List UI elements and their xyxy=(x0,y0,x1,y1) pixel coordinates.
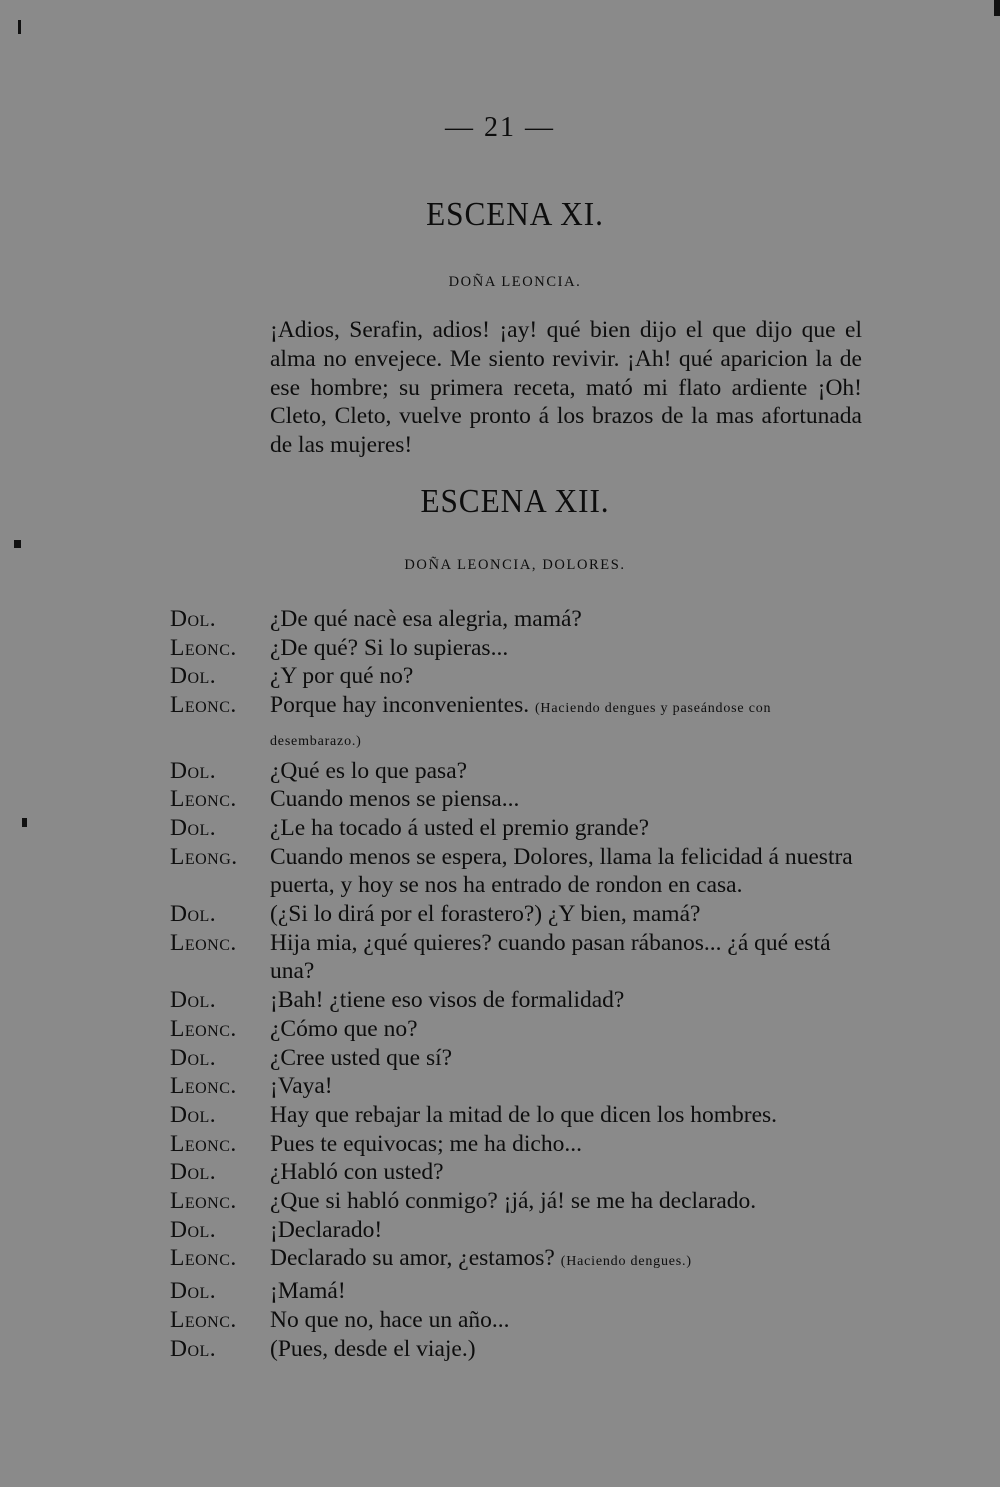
page-number: — 21 — xyxy=(445,112,555,143)
dialogue-line xyxy=(170,785,870,814)
dialogue-line xyxy=(170,814,870,843)
dialogue-text xyxy=(270,1244,866,1277)
speaker-name: Dol. xyxy=(170,1335,217,1362)
dialogue-text xyxy=(270,1335,866,1364)
scene-xii-characters: DOÑA LEONCIA, DOLORES. xyxy=(404,557,626,573)
dialogue-line xyxy=(170,1130,870,1159)
dialogue-text xyxy=(270,1306,866,1335)
dialogue-text xyxy=(270,1216,866,1245)
spoken-text: ¿Cree usted que sí? xyxy=(270,1044,453,1071)
spoken-text: ¿Le ha tocado á usted el premio grande? xyxy=(270,814,650,841)
spoken-text: No que no, hace un año... xyxy=(270,1306,510,1333)
dialogue-text xyxy=(270,757,866,786)
spoken-text: (¿Si lo dirá por el forastero?) ¿Y bien, mamá? xyxy=(270,901,701,928)
spoken-text: ¿De qué? Si lo supieras... xyxy=(270,634,509,661)
dialogue-text xyxy=(270,1044,866,1073)
speaker-name: Leonc. xyxy=(170,1245,237,1272)
speaker-name: Dol. xyxy=(170,901,217,928)
dialogue-line xyxy=(170,1306,870,1335)
spoken-text: Hay que rebajar la mitad de lo que dicen los hombres. xyxy=(270,1101,778,1128)
speaker-name: Dol. xyxy=(170,1159,217,1186)
scene-xi-characters: DOÑA LEONCIA. xyxy=(448,274,582,290)
dialogue-line xyxy=(170,1244,870,1277)
speaker-name: Dol. xyxy=(170,814,217,841)
speaker-name: Leonc. xyxy=(170,1306,237,1333)
speaker-name: Dol. xyxy=(170,1044,217,1071)
dialogue-line xyxy=(170,1335,870,1364)
speaker-name: Leonc. xyxy=(170,786,237,813)
spoken-text: ¿Y por qué no? xyxy=(270,663,414,690)
spoken-text: ¿Qué es lo que pasa? xyxy=(270,757,468,784)
speaker-name: Leonc. xyxy=(170,929,237,956)
scene-xi-monologue: ¡Adios, Serafin, adios! ¡ay! qué bien dijo el que dijo que el alma no envejece. Me siento revivir. ¡Ah! qué aparicion la de ese hombre; su primera receta, mató mi flato ardiente ¡Oh! Cleto, Cleto, vuelve pronto á los brazos de la mas afortunada de las mujeres! xyxy=(270,317,862,459)
dialogue-text xyxy=(270,929,866,986)
speaker-name: Leong. xyxy=(170,843,238,870)
dialogue-line xyxy=(170,986,870,1015)
speaker-name: Dol. xyxy=(170,606,217,632)
spoken-text: Cuando menos se piensa... xyxy=(270,786,520,813)
speaker-name: Leonc. xyxy=(170,1015,237,1042)
dialogue-text xyxy=(270,814,866,843)
dialogue-text xyxy=(270,843,866,900)
dialogue-line xyxy=(170,634,870,663)
dialogue-line xyxy=(170,900,870,929)
dialogue-text xyxy=(270,1158,866,1187)
speaker-name: Dol. xyxy=(170,663,217,690)
dialogue-line xyxy=(170,1277,870,1306)
speaker-name: Leonc. xyxy=(170,692,237,719)
dialogue-text xyxy=(270,1187,866,1216)
speaker-name: Dol. xyxy=(170,987,217,1014)
spoken-text: ¡Vaya! xyxy=(270,1073,333,1100)
scene-xii-title: ESCENA XII. xyxy=(420,483,610,520)
dialogue-line xyxy=(170,1044,870,1073)
scan-speck xyxy=(22,818,27,827)
dialogue-text xyxy=(270,785,866,814)
dialogue-text xyxy=(270,1277,866,1306)
spoken-text: ¡Bah! ¿tiene eso visos de formalidad? xyxy=(270,987,625,1014)
dialogue-line xyxy=(170,1101,870,1130)
dialogue-line xyxy=(170,843,870,900)
dialogue-line xyxy=(170,1015,870,1044)
dialogue-line xyxy=(170,605,870,634)
speaker-name: Dol. xyxy=(170,1216,217,1243)
spoken-text: Declarado su amor, ¿estamos? xyxy=(270,1245,555,1272)
scan-speck xyxy=(994,0,1000,16)
dialogue-text xyxy=(270,900,866,929)
spoken-text: ¿De qué nacè esa alegria, mamá? xyxy=(270,606,582,632)
speaker-name: Leonc. xyxy=(170,1188,237,1215)
spoken-text: Cuando menos se espera, Dolores, llama la felicidad á nuestra puerta, y hoy se nos ha entrado de rondon en casa. xyxy=(270,843,853,899)
spoken-text: Porque hay inconvenientes. xyxy=(270,692,530,719)
spoken-text: ¿Que si habló conmigo? ¡já, já! se me ha declarado. xyxy=(270,1188,757,1215)
spoken-text: Hija mia, ¿qué quieres? cuando pasan rábanos... ¿á qué está una? xyxy=(270,929,831,985)
speaker-name: Dol. xyxy=(170,757,217,784)
dialogue-line xyxy=(170,1187,870,1216)
speaker-name: Leonc. xyxy=(170,1073,237,1100)
spoken-text: ¿Habló con usted? xyxy=(270,1159,444,1186)
spoken-text: ¡Mamá! xyxy=(270,1278,346,1305)
stage-direction: (Haciendo dengues.) xyxy=(560,1254,692,1270)
dialogue-line xyxy=(170,929,870,986)
scene-xi-title: ESCENA XI. xyxy=(426,196,604,233)
dialogue-text xyxy=(270,691,866,756)
dialogue-line xyxy=(170,757,870,786)
dialogue-text xyxy=(270,1015,866,1044)
dialogue-text xyxy=(270,605,866,634)
scan-speck xyxy=(18,20,21,34)
dialogue-text xyxy=(270,986,866,1015)
dialogue-line xyxy=(170,691,870,756)
speaker-name: Leonc. xyxy=(170,634,237,661)
dialogue-text xyxy=(270,1130,866,1159)
stage-direction: (Haciendo dengues y paseándose con desembarazo.) xyxy=(270,701,772,749)
dialogue-line xyxy=(170,1072,870,1101)
dialogue-text xyxy=(270,634,866,663)
speaker-name: Leonc. xyxy=(170,1130,237,1157)
dialogue-text xyxy=(270,662,866,691)
dialogue-line xyxy=(170,662,870,691)
spoken-text: (Pues, desde el viaje.) xyxy=(270,1335,476,1362)
spoken-text: Pues te equivocas; me ha dicho... xyxy=(270,1130,582,1157)
dialogue-text xyxy=(270,1101,866,1130)
dialogue-text xyxy=(270,1072,866,1101)
speaker-name: Dol. xyxy=(170,1101,217,1128)
speaker-name: Dol. xyxy=(170,1278,217,1305)
dialogue xyxy=(170,605,870,1363)
scan-speck xyxy=(14,540,21,548)
spoken-text: ¿Cómo que no? xyxy=(270,1015,418,1042)
spoken-text: ¡Declarado! xyxy=(270,1216,383,1243)
dialogue-line xyxy=(170,1216,870,1245)
dialogue-line xyxy=(170,1158,870,1187)
